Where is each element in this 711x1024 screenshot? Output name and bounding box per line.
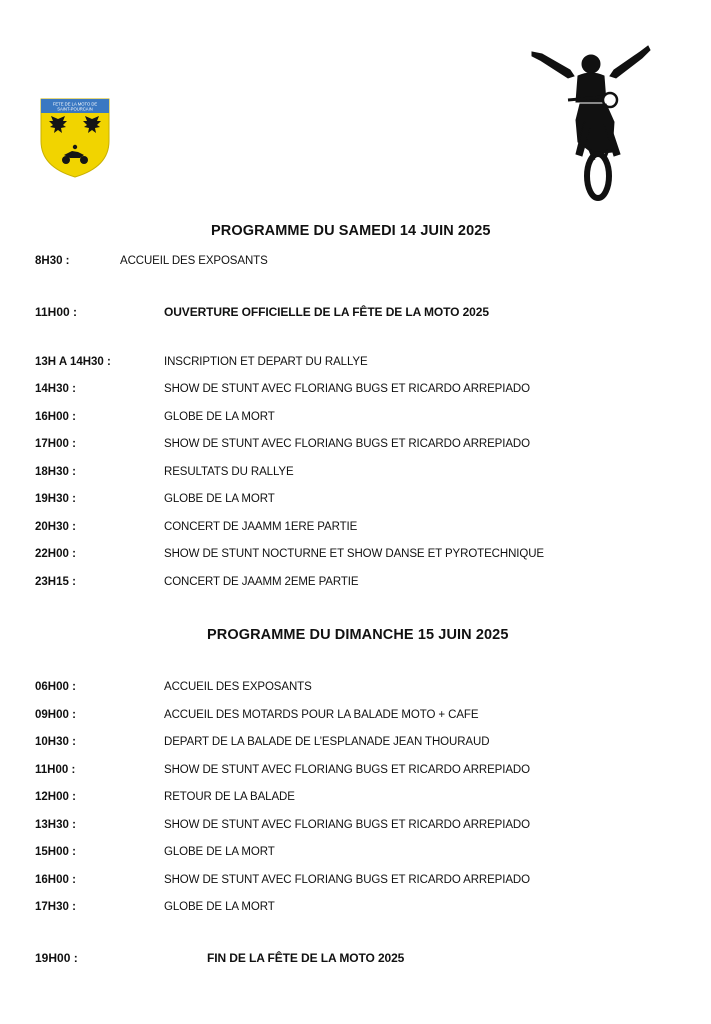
schedule-activity: GLOBE DE LA MORT	[164, 411, 275, 423]
schedule-time: 17H00 :	[35, 438, 76, 450]
schedule-time: 22H00 :	[35, 548, 76, 560]
schedule-time: 8H30 :	[35, 255, 70, 267]
schedule-time: 14H30 :	[35, 383, 76, 395]
schedule-time: 17H30 :	[35, 901, 76, 913]
schedule-activity: CONCERT DE JAAMM 1ERE PARTIE	[164, 521, 358, 533]
schedule-time: 15H00 :	[35, 846, 76, 858]
schedule-time: 16H00 :	[35, 411, 76, 423]
schedule-time: 11H00 :	[35, 305, 78, 319]
sunday-program-title: PROGRAMME DU DIMANCHE 15 JUIN 2025	[207, 627, 509, 643]
logo-text-line2: SAINT-POURCAIN	[57, 106, 93, 112]
schedule-activity: SHOW DE STUNT AVEC FLORIANG BUGS ET RICARDO ARREPIADO	[164, 874, 530, 886]
schedule-activity: CONCERT DE JAAMM 2EME PARTIE	[164, 576, 359, 588]
schedule-activity: SHOW DE STUNT AVEC FLORIANG BUGS ET RICARDO ARREPIADO	[164, 383, 530, 395]
schedule-time: 18H30 :	[35, 466, 76, 478]
schedule-time: 19H30 :	[35, 493, 76, 505]
schedule-time: 09H00 :	[35, 709, 76, 721]
schedule-time: 23H15 :	[35, 576, 76, 588]
shield-icon	[40, 97, 110, 179]
schedule-activity: GLOBE DE LA MORT	[164, 846, 275, 858]
schedule-time: 11H00 :	[35, 764, 76, 776]
schedule-time: 20H30 :	[35, 521, 76, 533]
schedule-activity: ACCUEIL DES MOTARDS POUR LA BALADE MOTO + CAFE	[164, 709, 479, 721]
schedule-activity: FIN DE LA FÊTE DE LA MOTO 2025	[207, 951, 405, 965]
saturday-program-title: PROGRAMME DU SAMEDI 14 JUIN 2025	[211, 223, 491, 239]
logo-text-line1: FETE DE LA MOTO DE	[52, 101, 98, 107]
schedule-time: 13H A 14H30 :	[35, 356, 111, 368]
schedule-activity: ACCUEIL DES EXPOSANTS	[120, 255, 268, 267]
schedule-activity: GLOBE DE LA MORT	[164, 901, 275, 913]
schedule-activity: SHOW DE STUNT NOCTURNE ET SHOW DANSE ET PYROTECHNIQUE	[164, 548, 544, 560]
schedule-time: 06H00 :	[35, 681, 76, 693]
schedule-activity: OUVERTURE OFFICIELLE DE LA FÊTE DE LA MOTO 2025	[164, 305, 489, 319]
schedule-activity: SHOW DE STUNT AVEC FLORIANG BUGS ET RICARDO ARREPIADO	[164, 764, 530, 776]
schedule-activity: SHOW DE STUNT AVEC FLORIANG BUGS ET RICARDO ARREPIADO	[164, 438, 530, 450]
schedule-activity: DEPART DE LA BALADE DE L’ESPLANADE JEAN THOURAUD	[164, 736, 490, 748]
schedule-activity: INSCRIPTION ET DEPART DU RALLYE	[164, 356, 368, 368]
schedule-time: 12H00 :	[35, 791, 76, 803]
schedule-activity: ACCUEIL DES EXPOSANTS	[164, 681, 312, 693]
schedule-activity: SHOW DE STUNT AVEC FLORIANG BUGS ET RICARDO ARREPIADO	[164, 819, 530, 831]
motorcycle-rider-image	[528, 42, 653, 202]
event-logo	[40, 97, 110, 179]
schedule-activity: RETOUR DE LA BALADE	[164, 791, 295, 803]
schedule-activity: RESULTATS DU RALLYE	[164, 466, 294, 478]
schedule-time: 19H00 :	[35, 951, 78, 965]
motorcycle-rider-icon	[528, 42, 653, 202]
schedule-time: 10H30 :	[35, 736, 76, 748]
schedule-time: 16H00 :	[35, 874, 76, 886]
schedule-time: 13H30 :	[35, 819, 76, 831]
schedule-activity: GLOBE DE LA MORT	[164, 493, 275, 505]
